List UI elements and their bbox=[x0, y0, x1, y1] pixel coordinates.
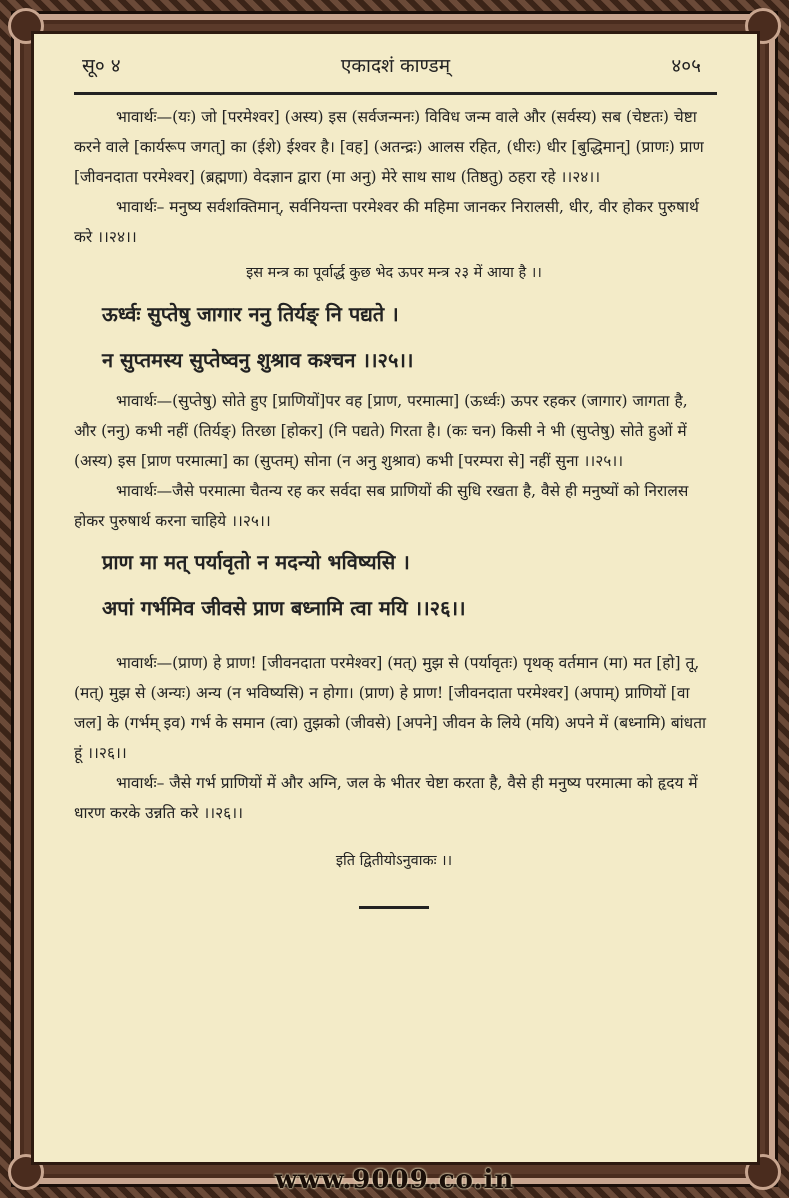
anuvaka-end: इति द्वितीयोऽनुवाकः ।। bbox=[335, 853, 453, 869]
commentary-24: भावार्थः—(यः) जो [परमेश्वर] (अस्य) इस (सर्वजन्मनः) विविध जन्म वाले और (सर्वस्य) सब (चेष्टतः) चेष्टा करने वाले [कार्यरूप जगत्] का (ईशे) ईश्वर है। [वह] (अतन्द्रः) आलस रहित, (धीरः) धीर [बुद्धिमान्] (प्राणः) प्राण [जीवनदाता परमेश्वर] (ब्रह्मणा) वेदज्ञान द्वारा (मा अनु) मेरे साथ साथ (तिष्ठतु) ठहरा रहे ।।२४।। bbox=[74, 108, 704, 186]
book-page bbox=[34, 34, 757, 1162]
page-content bbox=[74, 102, 714, 909]
sukta-number: सू० ४ bbox=[82, 55, 121, 77]
page-number: ४०५ bbox=[671, 55, 701, 77]
website-watermark: www.9009.co.in bbox=[274, 1165, 515, 1195]
summary-24: भावार्थः– मनुष्य सर्वशक्तिमान्, सर्वनियन्ता परमेश्वर की महिमा जानकर निरालसी, धीर, वीर होकर पुरुषार्थ करे ।।२४।। bbox=[74, 198, 699, 246]
page-header bbox=[34, 34, 757, 90]
summary-26: भावार्थः– जैसे गर्भ प्राणियों में और अग्नि, जल के भीतर चेष्टा करता है, वैसे ही मनुष्य परमात्मा को हृदय में धारण करके उन्नति करे ।।२६।। bbox=[74, 774, 698, 822]
commentary-25: भावार्थः—(सुप्तेषु) सोते हुए [प्राणियों]पर वह [प्राण, परमात्मा] (ऊर्ध्वः) ऊपर रहकर (जागार) जागता है, और (ननु) कभी नहीं (तिर्यङ्) तिरछा [होकर] (नि पद्यते) गिरता है। (कः चन) किसी ने भी (सुप्तेषु) सोते हुओं में (अस्य) इस [प्राण परमात्मा] का (सुप्तम्) सोना (न अनु शुश्राव) कभी [परम्परा से] नहीं सुना ।।२५।। bbox=[74, 392, 688, 470]
verse-note: इस मन्त्र का पूर्वार्द्ध कुछ भेद ऊपर मन्त्र २३ में आया है ।। bbox=[246, 265, 542, 281]
summary-25: भावार्थः—जैसे परमात्मा चैतन्य रह कर सर्वदा सब प्राणियों की सुधि रखता है, वैसे ही मनुष्यों को निरालस होकर पुरुषार्थ करना चाहिये ।।२५।। bbox=[74, 482, 689, 530]
mantra-26-line-1: प्राण मा मत् पर्यावृतो न मदन्यो भविष्यसि । bbox=[102, 550, 410, 574]
commentary-26: भावार्थः—(प्राण) हे प्राण! [जीवनदाता परमेश्वर] (मत्) मुझ से (पर्यावृतः) पृथक् वर्तमान (मा) मत [हो] तू, (मत्) मुझ से (अन्यः) अन्य (न भविष्यसि) न होगा। (प्राण) हे प्राण! [जीवनदाता परमेश्वर] (अपाम्) प्राणियों [वा जल] के (गर्भम् इव) गर्भ के समान (त्वा) तुझको (जीवसे) [अपने] जीवन के लिये (मयि) अपने में (बध्नामि) बांधता हूं ।।२६।। bbox=[74, 654, 707, 762]
mantra-26-line-2: अपां गर्भमिव जीवसे प्राण बध्नामि त्वा मयि ।।२६।। bbox=[102, 596, 466, 620]
mantra-25-line-1: ऊर्ध्वः सुप्तेषु जागार ननु तिर्यङ् नि पद्यते । bbox=[102, 302, 399, 326]
mantra-25-line-2: न सुप्तमस्य सुप्तेष्वनु शुश्राव कश्चन ।।२५।। bbox=[102, 348, 414, 372]
kanda-title: एकादशं काण्डम् bbox=[340, 55, 451, 77]
header-rule bbox=[74, 92, 717, 95]
end-rule bbox=[359, 906, 429, 909]
